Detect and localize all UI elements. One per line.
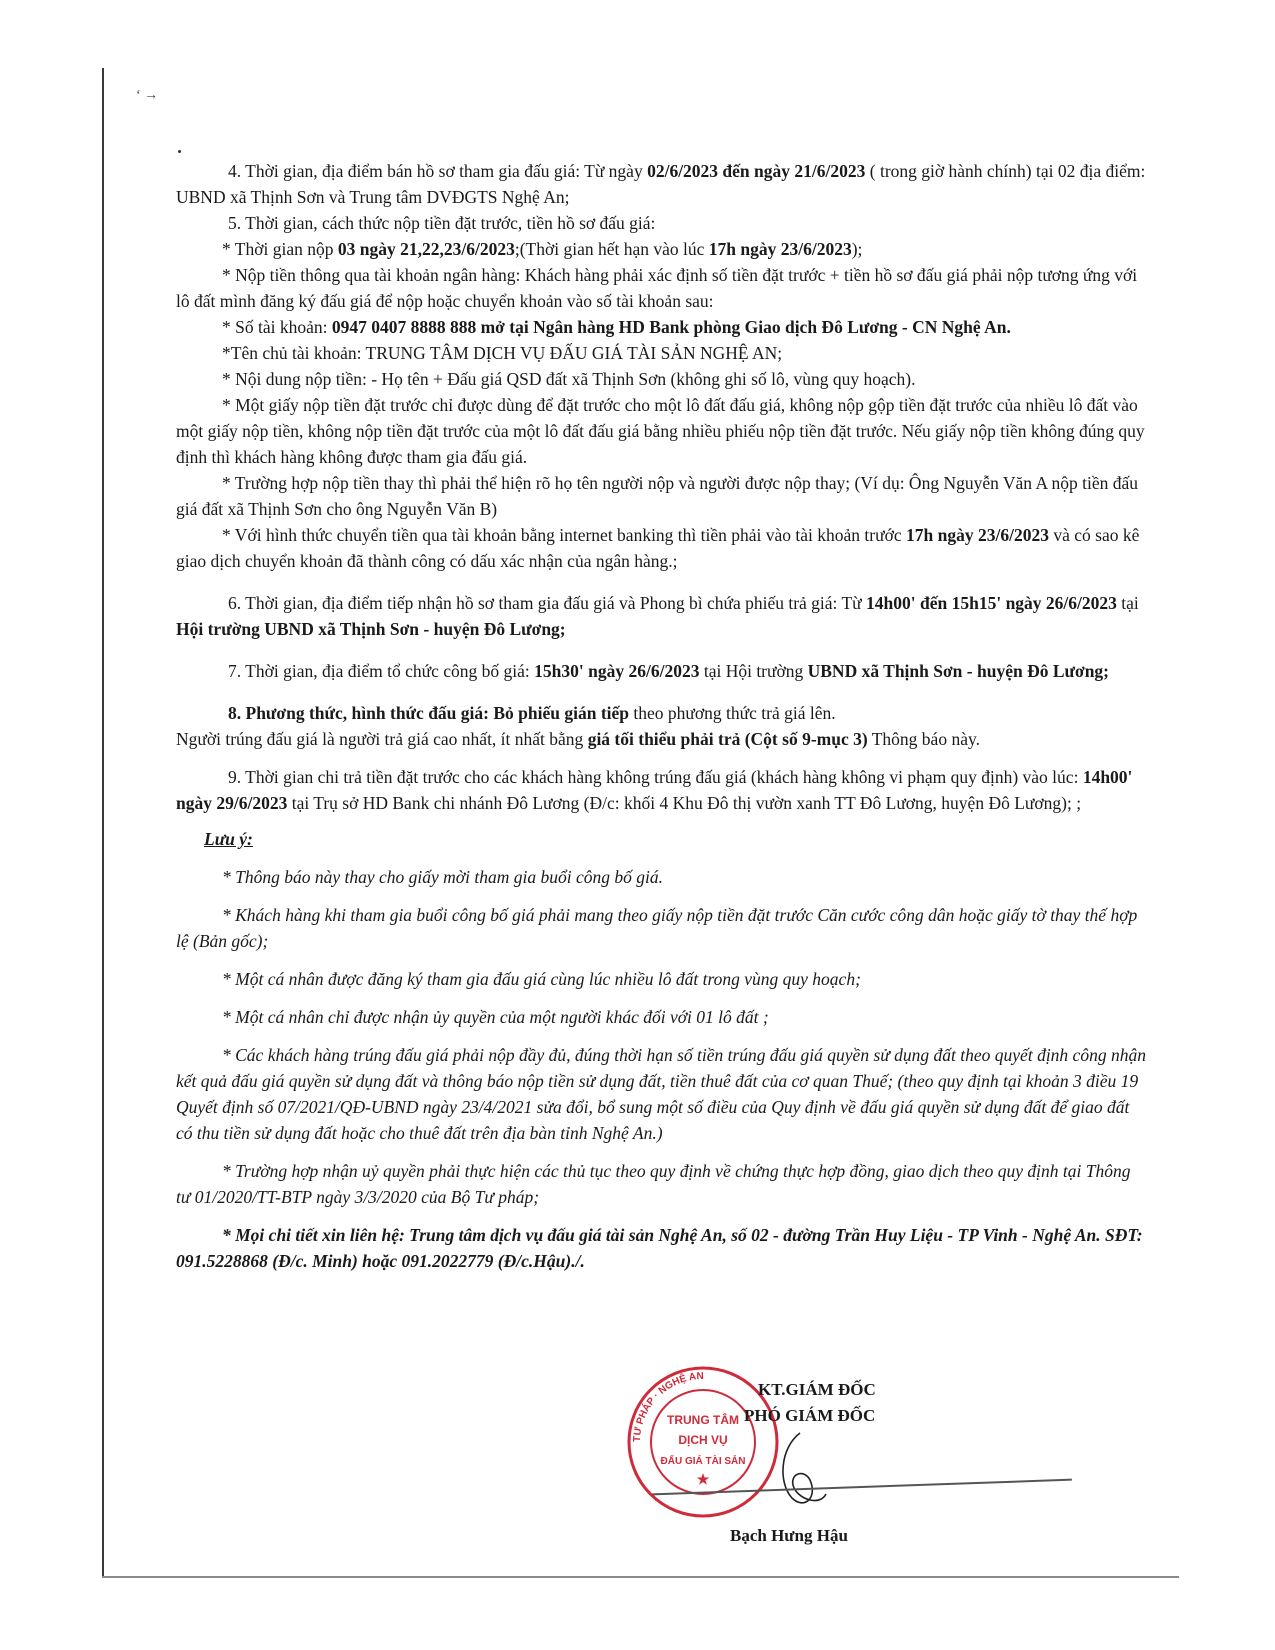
handwritten-signature (770, 1428, 830, 1518)
section-5-title: 5. Thời gian, cách thức nộp tiền đặt trước, tiền hồ sơ đấu giá: (228, 213, 656, 233)
note-6: * Trường hợp nhận uỷ quyền phải thực hiện các thủ tục theo quy định về chứng thực hợp đồng, giao dịch theo quy định tại Thông tư 01/2020/TT-BTP ngày 3/3/2020 của Bộ Tư pháp; (176, 1161, 1131, 1207)
section-5-deposit-rule: * Một giấy nộp tiền đặt trước chỉ được dùng để đặt trước cho một lô đất đấu giá, không nộp gộp tiền đặt trước của nhiều lô đất vào một giấy nộp tiền, không nộp tiền đặt trước của một lô đất đấu giá bằng nhiều phiếu nộp tiền đặt trước. Nếu giấy nộp tiền không đúng quy định thì khách hàng không được tham gia đấu giá. (176, 395, 1145, 467)
section-5-account-holder: *Tên chủ tài khoản: TRUNG TÂM DỊCH VỤ ĐẤU GIÁ TÀI SẢN NGHỆ AN; (222, 343, 783, 363)
stamp-line-2: DỊCH VỤ (678, 1433, 728, 1447)
section-5-bank-transfer: * Nộp tiền thông qua tài khoản ngân hàng: Khách hàng phải xác định số tiền đặt trước + tiền hồ sơ đấu giá phải nộp tương ứng với lô đất mình đăng ký đấu giá để nộp hoặc chuyển khoản vào số tài khoản sau: (176, 265, 1138, 311)
note-2: * Khách hàng khi tham gia buổi công bố giá phải mang theo giấy nộp tiền đặt trước Căn cước công dân hoặc giấy tờ thay thế hợp lệ (Bản gốc); (176, 905, 1138, 951)
signer-subtitle: PHÓ GIÁM ĐỐC (744, 1406, 876, 1425)
section-7: 7. Thời gian, địa điểm tổ chức công bố giá: 15h30' ngày 26/6/2023 tại Hội trường UBND xã Thịnh Sơn - huyện Đô Lương; (228, 661, 1110, 681)
document-body (176, 158, 1146, 1274)
note-3: * Một cá nhân được đăng ký tham gia đấu giá cùng lúc nhiều lô đất trong vùng quy hoạch; (222, 969, 861, 989)
section-5-deadline: * Thời gian nộp 03 ngày 21,22,23/6/2023;(Thời gian hết hạn vào lúc 17h ngày 23/6/2023); (222, 239, 863, 259)
stamp-line-1: TRUNG TÂM (667, 1413, 739, 1427)
scan-bottom-edge (102, 1576, 1179, 1578)
scan-mark: ‘ → (136, 88, 159, 103)
scan-left-edge (102, 68, 104, 1578)
note-7: * Mọi chi tiết xin liên hệ: Trung tâm dịch vụ đấu giá tài sản Nghệ An, số 02 - đường Trần Huy Liệu - TP Vinh - Nghệ An. SĐT: 091.5228868 (Đ/c. Minh) hoặc 091.2022779 (Đ/c.Hậu)./. (176, 1225, 1143, 1271)
section-5-internet-banking: * Với hình thức chuyển tiền qua tài khoản bằng internet banking thì tiền phải vào tài khoản trước 17h ngày 23/6/2023 và có sao kê giao dịch chuyển khoản đã thành công có dấu xác nhận của ngân hàng.; (176, 525, 1140, 571)
note-4: * Một cá nhân chỉ được nhận ủy quyền của một người khác đối với 01 lô đất ; (222, 1007, 769, 1027)
note-1: * Thông báo này thay cho giấy mời tham gia buổi công bố giá. (222, 867, 663, 887)
section-9: 9. Thời gian chi trả tiền đặt trước cho các khách hàng không trúng đấu giá (khách hàng không vi phạm quy định) vào lúc: 14h00' ngày 29/6/2023 tại Trụ sở HD Bank chi nhánh Đô Lương (Đ/c: khối 4 Khu Đô thị vườn xanh TT Đô Lương, huyện Đô Lương); ; (176, 767, 1133, 813)
signature-block (640, 1380, 1160, 1560)
section-6: 6. Thời gian, địa điểm tiếp nhận hồ sơ tham gia đấu giá và Phong bì chứa phiếu trả giá: Từ 14h00' đến 15h15' ngày 26/6/2023 tại Hội trường UBND xã Thịnh Sơn - huyện Đô Lương; (176, 593, 1139, 639)
stamp-star-icon: ★ (696, 1471, 710, 1487)
signature-underline (652, 1479, 1072, 1496)
stamp-line-3: ĐẤU GIÁ TÀI SẢN (660, 1456, 746, 1467)
note-5: * Các khách hàng trúng đấu giá phải nộp đầy đủ, đúng thời hạn số tiền trúng đấu giá quyền sử dụng đất theo quyết định công nhận kết quả đấu giá quyền sử dụng đất và thông báo nộp tiền sử dụng đất, tiền thuê đất của cơ quan Thuế; (theo quy định tại khoản 3 điều 19 Quyết định số 07/2021/QĐ-UBND ngày 23/4/2021 sửa đổi, bổ sung một số điều của Quy định về đấu giá quyền sử dụng đất để giao đất có thu tiền sử dụng đất hoặc cho thuê đất trên địa bàn tỉnh Nghệ An.) (176, 1045, 1146, 1143)
stamp-ring-text: TƯ PHÁP · NGHỆ AN (631, 1370, 704, 1443)
section-8: 8. Phương thức, hình thức đấu giá: Bỏ phiếu gián tiếp theo phương thức trả giá lên. (228, 703, 836, 723)
section-5-payment-content: * Nội dung nộp tiền: - Họ tên + Đấu giá QSD đất xã Thịnh Sơn (không ghi số lô, vùng quy hoạch). (222, 369, 916, 389)
scan-dot (178, 150, 181, 153)
section-8-winner: Người trúng đấu giá là người trả giá cao nhất, ít nhất bằng giá tối thiểu phải trả (Cột số 9-mục 3) Thông báo này. (176, 729, 980, 749)
signer-title: KT.GIÁM ĐỐC (758, 1380, 876, 1399)
section-4: 4. Thời gian, địa điểm bán hồ sơ tham gia đấu giá: Từ ngày 02/6/2023 đến ngày 21/6/2023 ( trong giờ hành chính) tại 02 địa điểm: UBND xã Thịnh Sơn và Trung tâm DVĐGTS Nghệ An; (176, 161, 1146, 207)
signer-name: Bạch Hưng Hậu (730, 1526, 848, 1545)
notes-title: Lưu ý: (204, 829, 253, 849)
section-5-proxy-payment: * Trường hợp nộp tiền thay thì phải thể hiện rõ họ tên người nộp và người được nộp thay; (Ví dụ: Ông Nguyễn Văn A nộp tiền đấu giá đất xã Thịnh Sơn cho ông Nguyễn Văn B) (176, 473, 1139, 519)
section-5-account-number: * Số tài khoản: 0947 0407 8888 888 mở tại Ngân hàng HD Bank phòng Giao dịch Đô Lương - CN Nghệ An. (222, 317, 1011, 337)
